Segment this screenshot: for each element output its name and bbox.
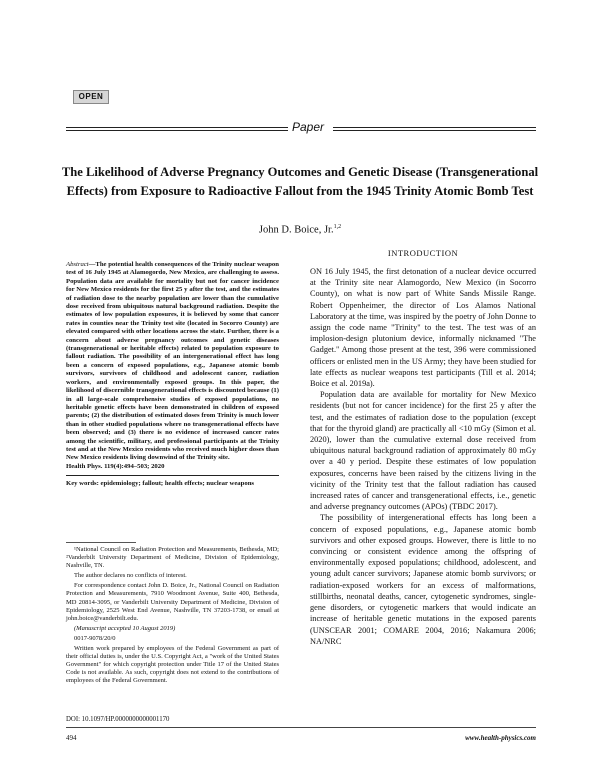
footnotes bbox=[66, 546, 279, 688]
header-rule-right bbox=[333, 127, 536, 128]
footnote: 0017-9078/20/0 bbox=[74, 634, 116, 642]
page-number: 494 bbox=[66, 734, 77, 742]
abstract-text: —The potential health consequences of the Trinity nuclear weapon test of 16 July 1945 at Alamogordo, New Mexico, are challenging to assess. Population data are available for mortality but not for cancer incidence for New Mexico residents for the first 25 y after the test, and the estimates of radiation dose to the nearby population are lower than the cumulative dose received from ubiquitous natural background radiation. Despite the estimates of low population exposures, it is believed by some that cancer rates in counties near the Trinity test site (located in Socorro County) are elevated compared with other locations across the state. Further, there is a concern about adverse pregnancy outcomes and genetic diseases (transgenerational or heritable effects) related to population exposure to fallout radiation. The possibility of an intergenerational effect has long been a concern of exposed populations, e.g., Japanese atomic bomb survivors, survivors of childhood and adolescent cancer, radiation workers, and environmentally exposed groups. In this paper, the likelihood of discernible transgenerational effects is discounted because (1) in all large-scale comprehensive studies of exposed populations, no heritable genetic effects have been demonstrated in children of exposed parents; (2) the distribution of estimated doses from Trinity is much lower than in other studied populations where no transgenerational effects have been observed; and (3) there is no evidence of increased cancer rates among the scientific, military, and professional participants at the Trinity test and at the New Mexico residents who received much higher doses than New Mexico residents living downwind of the Trinity site. bbox=[66, 261, 279, 462]
header-rule-left bbox=[66, 127, 288, 128]
journal-citation: Health Phys. 119(4):494–503; 2020 bbox=[66, 462, 165, 470]
journal-website[interactable]: www.health-physics.com bbox=[465, 734, 536, 742]
abstract bbox=[66, 261, 279, 463]
intro-paragraph: The possibility of intergenerational effects has long been a concern of exposed populations, e.g., Japanese atomic bomb survivors and other exposed groups. However, there is little to no convincing or consistent evidence among the offspring of environmentally exposed populations; childhood, adolescent, and young adult cancer survivors; Japanese atomic bomb survivors; or radiation-exposed workers for an excess of malformations, stillbirths, neonatal deaths, cancer, cytogenetic syndromes, single-gene disorders, or cytogenetic markers that would indicate an increase of heritable genetic mutations in the exposed parents (UNSCEAR 2001; COMARE 2004, 2016; Nakamura 2006; NA/NRC bbox=[310, 513, 536, 646]
introduction-column bbox=[310, 248, 536, 647]
intro-paragraph: Population data are available for mortality for New Mexico residents (but not for cancer incidence) for the first 25 y after the test, and the estimates of radiation dose to the population (except that for the thyroid gland) are practically all <10 mGy (Simon et al. 2020), lower than the cumulative external dose received from ubiquitous natural background radiation of approximately 80 mGy over a 40 y period. Despite these estimates of low population exposures, concerns have been raised by the citizens living in the vicinity of the Trinity test that the fallout radiation has caused increased rates of cancer and transgenerational effects, i.e., genetic and adverse pregnancy outcomes (APOs) (TBDC 2017). bbox=[310, 390, 536, 512]
doi[interactable]: DOI: 10.1097/HP.0000000000001170 bbox=[66, 716, 170, 723]
open-access-badge: OPEN bbox=[73, 90, 109, 104]
header-rule-left-2 bbox=[66, 130, 288, 131]
introduction-heading: INTRODUCTION bbox=[387, 248, 459, 258]
section-label: Paper bbox=[292, 120, 325, 134]
paper-title: The Likelihood of Adverse Pregnancy Outcomes and Genetic Disease (Transgenerational Effects) from Exposure to Radioactive Fallout from the 1945 Trinity Atomic Bomb Test bbox=[61, 165, 539, 198]
abstract-divider bbox=[66, 475, 279, 476]
author-name: John D. Boice, Jr. bbox=[258, 224, 334, 236]
footnote: The author declares no conflicts of interest. bbox=[74, 572, 187, 580]
footnote-divider bbox=[66, 542, 136, 543]
keywords: Key words: epidemiology; fallout; health effects; nuclear weapons bbox=[66, 480, 255, 488]
abstract-label: Abstract bbox=[66, 261, 89, 268]
author-affiliation-marks: 1,2 bbox=[333, 224, 342, 230]
footnote: ¹National Council on Radiation Protection and Measurements, Bethesda, MD; ²Vanderbilt University Department of Medicine, Division of Epidemiology, Nashville, TN. bbox=[66, 546, 279, 570]
footnote: (Manuscript accepted 10 August 2019) bbox=[74, 624, 176, 632]
footer-rule bbox=[66, 727, 536, 728]
header-rule-right-2 bbox=[333, 130, 536, 131]
intro-paragraph: ON 16 July 1945, the first detonation of a nuclear device occurred at the Trinity site near Alamogordo, New Mexico (in Socorro County), on what is now part of White Sands Missile Range. Robert Oppenheimer, the director of Los Alamos National Laboratory at the time, was inspired by the poetry of John Donne to assign the code name "Trinity" to the test. The test was of an implosion-design plutonium device, informally nicknamed "The Gadget." Among those present at the test, 396 were commissioned officers or enlisted men in the US Army; they have been studied for late effects as nuclear weapons test participants (Till et al. 2014; Boice et al. 2019a). bbox=[310, 267, 536, 389]
footnote: Written work prepared by employees of the Federal Government as part of their official duties is, under the U.S. Copyright Act, a "work of the United States Government" for which copyright protection under Title 17 of the United States Code is not available. As such, copyright does not extend to the contributions of employees of the Federal Government. bbox=[66, 645, 279, 685]
abstract-column bbox=[66, 261, 279, 489]
footnote: For correspondence contact John D. Boice, Jr., National Council on Radiation Protection and Measurements, 7910 Woodmont Avenue, Suite 400, Bethesda, MD 20814-3095, or Vanderbilt University Department of Medicine, Division of Epidemiology, 2525 West End Avenue, Nashville, TN 37203-1738, or email at john.boice@vanderbilt.edu. bbox=[66, 582, 279, 622]
author-line bbox=[200, 224, 400, 236]
